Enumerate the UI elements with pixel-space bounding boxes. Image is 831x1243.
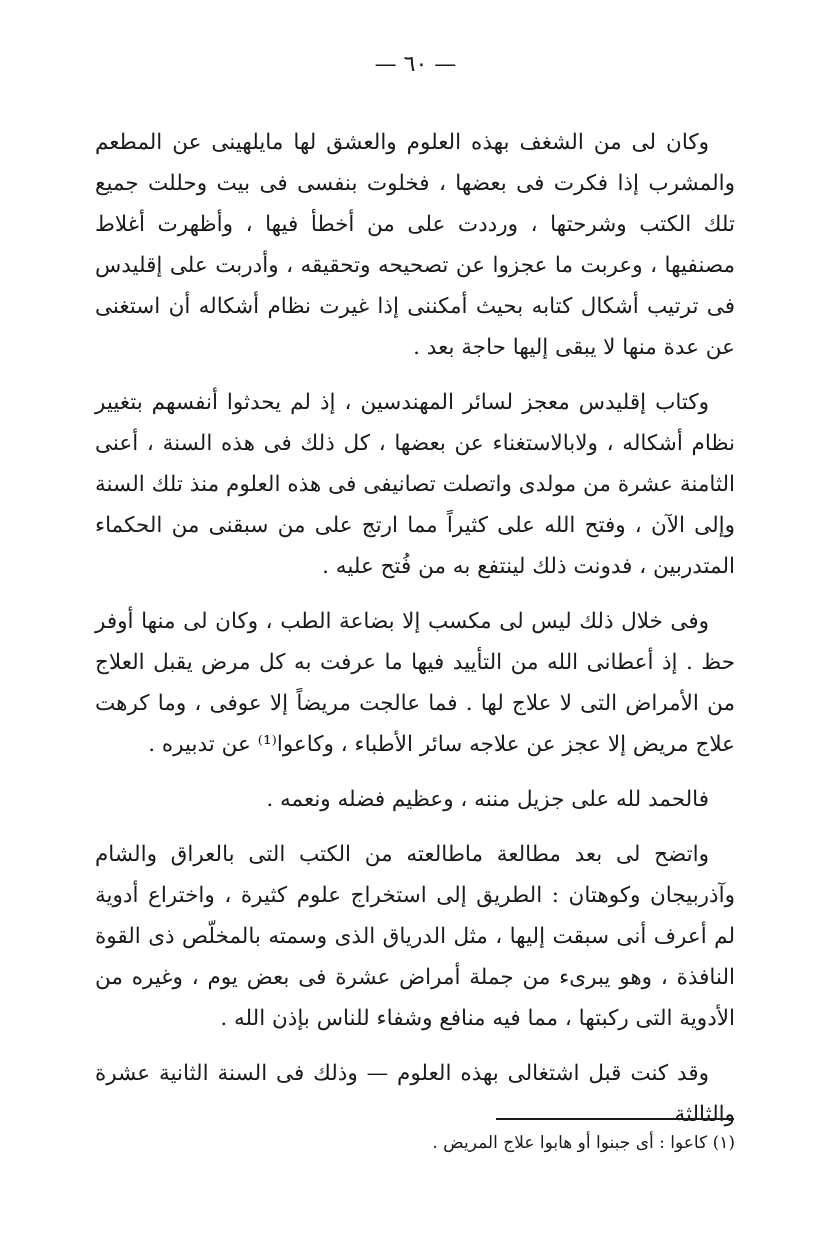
paragraph-3: وفى خلال ذلك ليس لى مكسب إلا بضاعة الطب ، وكان لى منها أوفر حظ . إذ أعطانى الله من التأييد فيها ما عرفت به كل مرض يقبل العلاج من الأمراض التى لا علاج لها . فما عالجت مريضاً إلا عوفى ، وما كرهت علاج مريض إلا عجز عن علاجه سائر الأطباء ، وكاعوا⁽¹⁾ عن تدبيره .	[95, 609, 735, 757]
paragraph-5: واتضح لى بعد مطالعة ماطالعته من الكتب التى بالعراق والشام وآذربيجان وكوهتان : الطريق إلى استخراج علوم كثيرة ، واختراع أدوية لم أعرف أنى سبقت إليها ، مثل الدرياق الذى وسمته بالمخلّص ذى القوة النافذة ، وهو يبرىء من جملة أمراض عشرة فى بعض يوم ، وغيره من الأدوية التى ركبتها ، مما فيه منافع وشفاء للناس بإذن الله .	[95, 842, 735, 1031]
paragraph-4: فالحمد لله على جزيل مننه ، وعظيم فضله ونعمه .	[266, 787, 709, 812]
footnote-divider	[496, 1118, 734, 1120]
paragraph-6: وقد كنت قبل اشتغالى بهذه العلوم — وذلك فى السنة الثانية عشرة والثالثة	[95, 1061, 735, 1127]
main-text	[95, 122, 735, 1149]
paragraph-2: وكتاب إقليدس معجز لسائر المهندسين ، إذ لم يحدثوا أنفسهم بتغيير نظام أشكاله ، ولابالاستغناء عن بعضها ، كل ذلك فى هذه السنة ، أعنى الثامنة عشرة من مولدى واتصلت تصانيفى فى هذه العلوم منذ تلك السنة وإلى الآن ، وفتح الله على كثيراً مما ارتج على من سبقنى من الحكماء المتدربين ، فدونت ذلك لينتفع به من فُتح عليه .	[95, 390, 735, 579]
page-number: — ٦٠ —	[374, 52, 457, 77]
footnote: (١) كاعوا : أى جبنوا أو هابوا علاج المريض .	[432, 1133, 735, 1153]
paragraph-1: وكان لى من الشغف بهذه العلوم والعشق لها مايلهينى عن المطعم والمشرب إذا فكرت فى بعضها ، فخلوت بنفسى فى بيت وحللت جميع تلك الكتب وشرحتها ، ورددت على من أخطأ فيها ، وأظهرت أغلاط مصنفيها ، وعربت ما عجزوا عن تصحيحه وتحقيقه ، وأدربت على إقليدس فى ترتيب أشكال كتابه بحيث أمكننى إذا غيرت نظام أشكاله أن استغنى عن عدة منها لا يبقى إليها حاجة بعد .	[95, 130, 735, 360]
